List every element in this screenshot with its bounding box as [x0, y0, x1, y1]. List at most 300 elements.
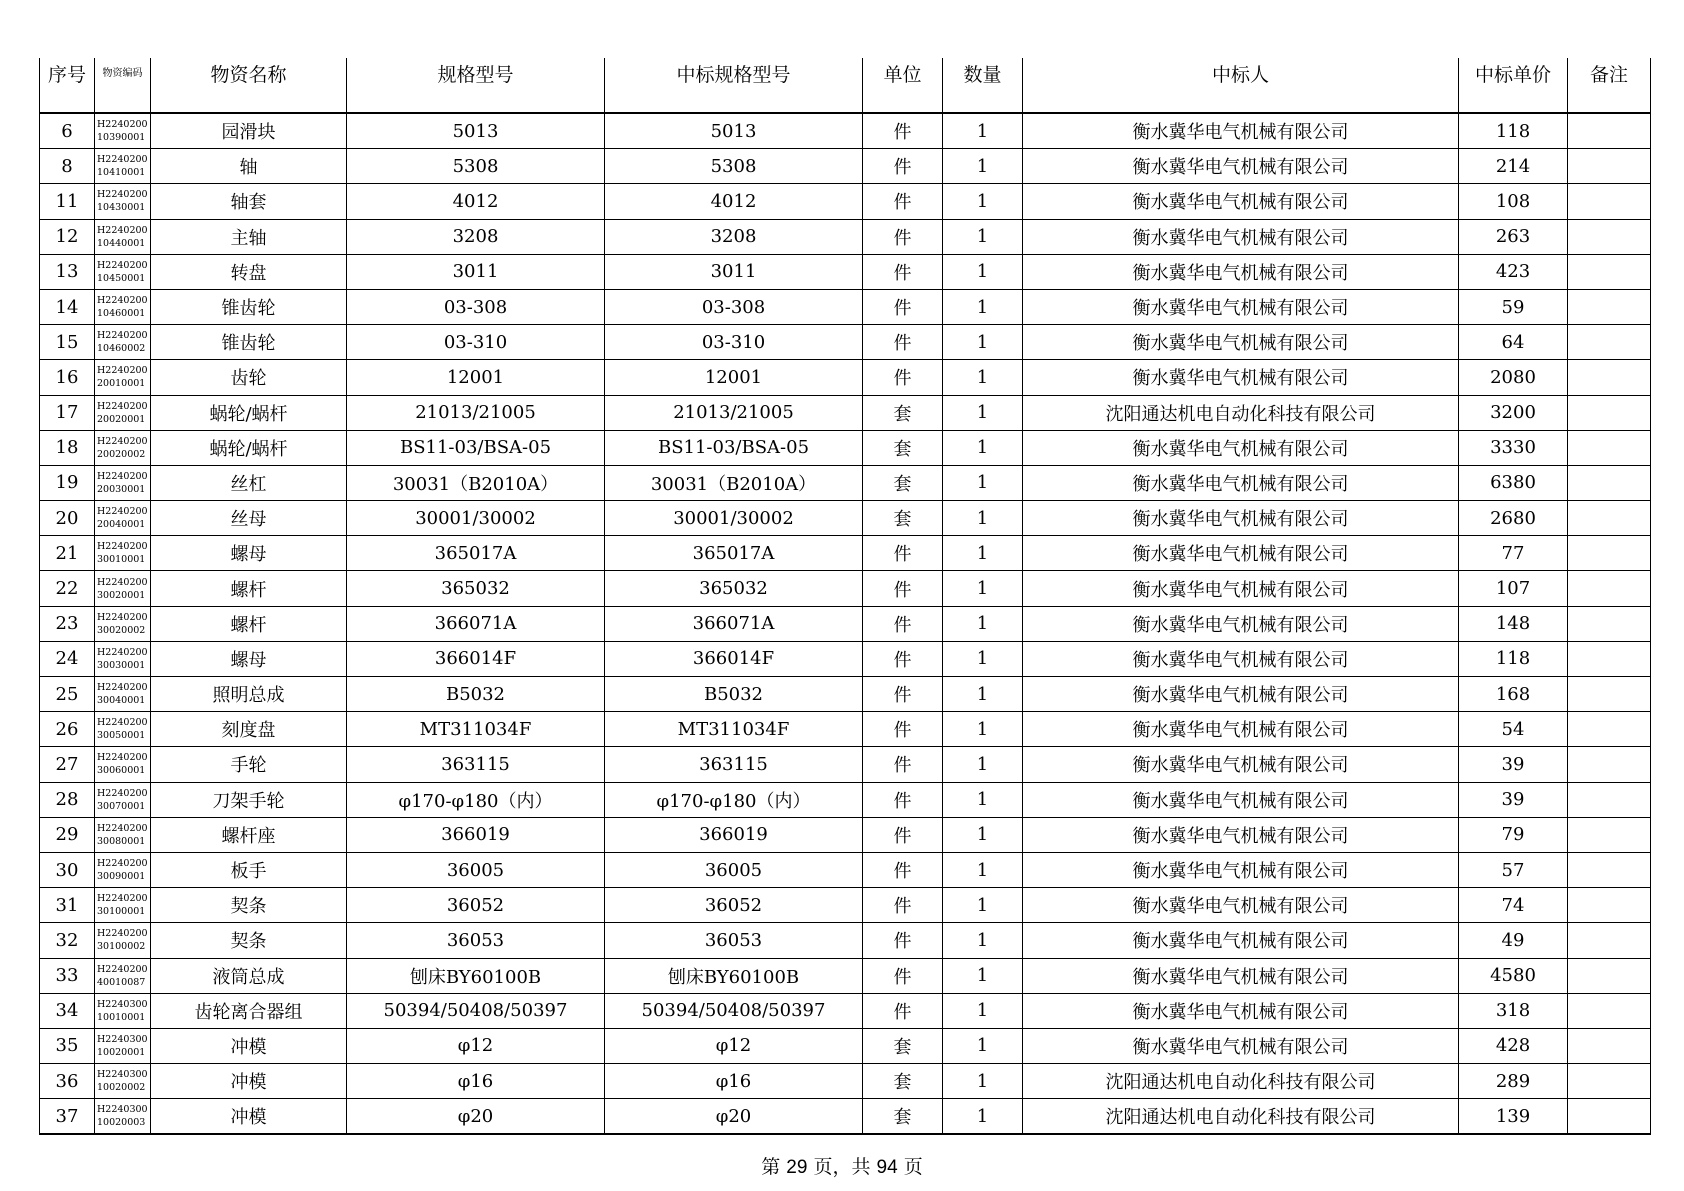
cell-price: 2080	[1459, 360, 1568, 395]
cell-qty: 1	[943, 641, 1023, 676]
cell-price: 139	[1459, 1099, 1568, 1135]
award-table	[39, 58, 1651, 1135]
cell-qty: 1	[943, 536, 1023, 571]
cell-note	[1568, 325, 1651, 360]
cell-winner: 衡水冀华电气机械有限公司	[1023, 360, 1459, 395]
table-row	[40, 360, 1651, 395]
cell-unit: 件	[863, 782, 943, 817]
cell-spec: 366071A	[347, 606, 605, 641]
cell-price: 4580	[1459, 958, 1568, 993]
cell-spec: 366019	[347, 817, 605, 852]
cell-code-line: H2240200	[97, 893, 148, 905]
cell-bid-spec: B5032	[605, 677, 863, 712]
cell-name: 螺母	[151, 536, 347, 571]
table-row	[40, 958, 1651, 993]
cell-code-line: H2240200	[97, 119, 148, 131]
cell-note	[1568, 782, 1651, 817]
table-row	[40, 712, 1651, 747]
cell-code-line: 30080001	[97, 835, 146, 847]
cell-unit: 件	[863, 747, 943, 782]
cell-winner: 衡水冀华电气机械有限公司	[1023, 254, 1459, 289]
table-row	[40, 1028, 1651, 1063]
cell-code	[95, 219, 151, 254]
cell-spec: 365017A	[347, 536, 605, 571]
cell-code	[95, 395, 151, 430]
header-name: 物资名称	[151, 58, 347, 113]
cell-code-line: 30040001	[97, 695, 146, 707]
table-row	[40, 817, 1651, 852]
cell-code-line: H2240200	[97, 506, 148, 518]
cell-unit: 件	[863, 993, 943, 1028]
cell-price: 49	[1459, 923, 1568, 958]
footer-page-number: 29	[786, 1157, 808, 1178]
cell-seq: 22	[40, 571, 95, 606]
cell-code-line: H2240200	[97, 682, 148, 694]
cell-name: 液筒总成	[151, 958, 347, 993]
cell-seq: 13	[40, 254, 95, 289]
cell-qty: 1	[943, 430, 1023, 465]
cell-winner: 沈阳通达机电自动化科技有限公司	[1023, 1064, 1459, 1099]
footer-total-pages: 94	[876, 1157, 898, 1178]
cell-code	[95, 641, 151, 676]
cell-winner: 衡水冀华电气机械有限公司	[1023, 958, 1459, 993]
cell-unit: 件	[863, 113, 943, 149]
table-row	[40, 571, 1651, 606]
cell-seq: 28	[40, 782, 95, 817]
cell-bid-spec: 363115	[605, 747, 863, 782]
cell-qty: 1	[943, 289, 1023, 324]
cell-code-line: 30050001	[97, 730, 146, 742]
cell-price: 77	[1459, 536, 1568, 571]
cell-winner: 衡水冀华电气机械有限公司	[1023, 641, 1459, 676]
cell-name: 螺杆	[151, 571, 347, 606]
cell-code	[95, 536, 151, 571]
cell-qty: 1	[943, 747, 1023, 782]
cell-seq: 11	[40, 184, 95, 219]
cell-name: 园滑块	[151, 113, 347, 149]
cell-bid-spec: BS11-03/BSA-05	[605, 430, 863, 465]
cell-note	[1568, 254, 1651, 289]
cell-code	[95, 113, 151, 149]
cell-price: 289	[1459, 1064, 1568, 1099]
cell-qty: 1	[943, 219, 1023, 254]
cell-code-line: 10020003	[97, 1117, 146, 1129]
cell-code	[95, 817, 151, 852]
cell-winner: 衡水冀华电气机械有限公司	[1023, 677, 1459, 712]
cell-unit: 件	[863, 641, 943, 676]
cell-unit: 套	[863, 501, 943, 536]
table-row	[40, 219, 1651, 254]
cell-spec: 21013/21005	[347, 395, 605, 430]
cell-code-line: 20010001	[97, 378, 146, 390]
table-row	[40, 536, 1651, 571]
cell-spec: 30001/30002	[347, 501, 605, 536]
cell-code	[95, 888, 151, 923]
cell-unit: 件	[863, 852, 943, 887]
cell-spec: 366014F	[347, 641, 605, 676]
cell-bid-spec: 366071A	[605, 606, 863, 641]
cell-code-line: H2240300	[97, 1033, 148, 1045]
cell-code-line: 30100001	[97, 906, 146, 918]
table-row	[40, 852, 1651, 887]
cell-note	[1568, 606, 1651, 641]
cell-note	[1568, 536, 1651, 571]
cell-code	[95, 430, 151, 465]
cell-spec: 36005	[347, 852, 605, 887]
cell-price: 54	[1459, 712, 1568, 747]
cell-code	[95, 782, 151, 817]
cell-code	[95, 606, 151, 641]
cell-price: 57	[1459, 852, 1568, 887]
cell-winner: 沈阳通达机电自动化科技有限公司	[1023, 395, 1459, 430]
header-bid-spec: 中标规格型号	[605, 58, 863, 113]
cell-seq: 24	[40, 641, 95, 676]
cell-price: 64	[1459, 325, 1568, 360]
table-row	[40, 641, 1651, 676]
cell-code	[95, 289, 151, 324]
cell-note	[1568, 1064, 1651, 1099]
table-row	[40, 113, 1651, 149]
cell-code-line: 20020001	[97, 413, 146, 425]
cell-note	[1568, 712, 1651, 747]
cell-seq: 15	[40, 325, 95, 360]
cell-seq: 6	[40, 113, 95, 149]
cell-bid-spec: 5308	[605, 149, 863, 184]
cell-code-line: 30090001	[97, 871, 146, 883]
cell-spec: BS11-03/BSA-05	[347, 430, 605, 465]
cell-bid-spec: 365017A	[605, 536, 863, 571]
cell-qty: 1	[943, 254, 1023, 289]
cell-note	[1568, 1028, 1651, 1063]
cell-code-line: 10430001	[97, 202, 146, 214]
cell-code-line: 10460001	[97, 308, 146, 320]
cell-price: 79	[1459, 817, 1568, 852]
cell-code-line: 40010087	[97, 976, 146, 988]
cell-code-line: H2240200	[97, 717, 148, 729]
cell-bid-spec: 12001	[605, 360, 863, 395]
cell-qty: 1	[943, 184, 1023, 219]
cell-note	[1568, 219, 1651, 254]
cell-winner: 衡水冀华电气机械有限公司	[1023, 289, 1459, 324]
cell-note	[1568, 747, 1651, 782]
cell-seq: 33	[40, 958, 95, 993]
cell-code-line: 30070001	[97, 800, 146, 812]
header-seq: 序号	[40, 58, 95, 113]
cell-seq: 27	[40, 747, 95, 782]
cell-code-line: 10390001	[97, 132, 146, 144]
cell-name: 锥齿轮	[151, 325, 347, 360]
cell-note	[1568, 395, 1651, 430]
cell-unit: 件	[863, 289, 943, 324]
cell-qty: 1	[943, 1064, 1023, 1099]
cell-note	[1568, 923, 1651, 958]
table-row	[40, 606, 1651, 641]
cell-seq: 31	[40, 888, 95, 923]
cell-bid-spec: φ170-φ180（内）	[605, 782, 863, 817]
table-row	[40, 325, 1651, 360]
cell-winner: 沈阳通达机电自动化科技有限公司	[1023, 1099, 1459, 1135]
cell-spec: φ20	[347, 1099, 605, 1135]
table-row	[40, 923, 1651, 958]
cell-winner: 衡水冀华电气机械有限公司	[1023, 465, 1459, 500]
cell-qty: 1	[943, 923, 1023, 958]
cell-price: 6380	[1459, 465, 1568, 500]
cell-bid-spec: 36052	[605, 888, 863, 923]
cell-seq: 30	[40, 852, 95, 887]
cell-price: 74	[1459, 888, 1568, 923]
cell-qty: 1	[943, 712, 1023, 747]
cell-unit: 套	[863, 465, 943, 500]
cell-unit: 套	[863, 430, 943, 465]
cell-note	[1568, 501, 1651, 536]
table-row	[40, 254, 1651, 289]
cell-unit: 件	[863, 536, 943, 571]
cell-code-line: H2240200	[97, 646, 148, 658]
cell-spec: 30031（B2010A）	[347, 465, 605, 500]
cell-qty: 1	[943, 501, 1023, 536]
cell-price: 118	[1459, 113, 1568, 149]
cell-code-line: 30020001	[97, 589, 146, 601]
cell-unit: 件	[863, 817, 943, 852]
cell-code-line: 30030001	[97, 659, 146, 671]
cell-bid-spec: MT311034F	[605, 712, 863, 747]
table-row	[40, 888, 1651, 923]
cell-bid-spec: 30001/30002	[605, 501, 863, 536]
table-row	[40, 782, 1651, 817]
cell-code	[95, 958, 151, 993]
header-price: 中标单价	[1459, 58, 1568, 113]
cell-seq: 16	[40, 360, 95, 395]
cell-bid-spec: 366019	[605, 817, 863, 852]
cell-qty: 1	[943, 1099, 1023, 1135]
cell-code-line: 10020001	[97, 1046, 146, 1058]
cell-bid-spec: φ20	[605, 1099, 863, 1135]
cell-code-line: H2240200	[97, 400, 148, 412]
cell-spec: 3011	[347, 254, 605, 289]
cell-name: 板手	[151, 852, 347, 887]
cell-price: 118	[1459, 641, 1568, 676]
cell-code-line: 10010001	[97, 1011, 146, 1023]
cell-bid-spec: 03-310	[605, 325, 863, 360]
cell-name: 刀架手轮	[151, 782, 347, 817]
cell-seq: 35	[40, 1028, 95, 1063]
cell-code-line: 10020002	[97, 1082, 146, 1094]
cell-code-line: H2240200	[97, 928, 148, 940]
cell-note	[1568, 677, 1651, 712]
cell-unit: 件	[863, 254, 943, 289]
cell-name: 转盘	[151, 254, 347, 289]
table-row	[40, 430, 1651, 465]
table-row	[40, 149, 1651, 184]
cell-seq: 12	[40, 219, 95, 254]
cell-seq: 19	[40, 465, 95, 500]
cell-seq: 21	[40, 536, 95, 571]
cell-unit: 件	[863, 712, 943, 747]
cell-code-line: 20020002	[97, 448, 146, 460]
cell-code	[95, 571, 151, 606]
cell-winner: 衡水冀华电气机械有限公司	[1023, 888, 1459, 923]
cell-note	[1568, 993, 1651, 1028]
cell-price: 263	[1459, 219, 1568, 254]
cell-code	[95, 1064, 151, 1099]
footer-prefix: 第	[761, 1156, 781, 1178]
cell-code-line: H2240200	[97, 154, 148, 166]
cell-winner: 衡水冀华电气机械有限公司	[1023, 219, 1459, 254]
cell-price: 318	[1459, 993, 1568, 1028]
cell-code-line: H2240200	[97, 822, 148, 834]
cell-code-line: H2240200	[97, 470, 148, 482]
cell-code	[95, 254, 151, 289]
cell-name: 齿轮	[151, 360, 347, 395]
cell-note	[1568, 958, 1651, 993]
table-row	[40, 747, 1651, 782]
cell-price: 108	[1459, 184, 1568, 219]
cell-name: 刻度盘	[151, 712, 347, 747]
cell-code-line: H2240200	[97, 330, 148, 342]
cell-note	[1568, 149, 1651, 184]
cell-unit: 件	[863, 958, 943, 993]
page-footer	[0, 1152, 1684, 1179]
cell-qty: 1	[943, 606, 1023, 641]
cell-qty: 1	[943, 149, 1023, 184]
cell-unit: 件	[863, 606, 943, 641]
cell-unit: 件	[863, 677, 943, 712]
cell-unit: 套	[863, 395, 943, 430]
cell-seq: 34	[40, 993, 95, 1028]
cell-code	[95, 712, 151, 747]
cell-qty: 1	[943, 993, 1023, 1028]
cell-price: 214	[1459, 149, 1568, 184]
cell-code	[95, 360, 151, 395]
header-code: 物资编码	[95, 58, 151, 113]
cell-bid-spec: 366014F	[605, 641, 863, 676]
cell-bid-spec: φ12	[605, 1028, 863, 1063]
cell-code	[95, 1028, 151, 1063]
cell-name: 螺杆	[151, 606, 347, 641]
cell-name: 契条	[151, 923, 347, 958]
cell-bid-spec: 50394/50408/50397	[605, 993, 863, 1028]
cell-winner: 衡水冀华电气机械有限公司	[1023, 782, 1459, 817]
cell-price: 39	[1459, 747, 1568, 782]
cell-code	[95, 747, 151, 782]
cell-code-line: 30020002	[97, 624, 146, 636]
cell-code-line: 30100002	[97, 941, 146, 953]
cell-winner: 衡水冀华电气机械有限公司	[1023, 747, 1459, 782]
cell-price: 107	[1459, 571, 1568, 606]
cell-price: 148	[1459, 606, 1568, 641]
cell-qty: 1	[943, 958, 1023, 993]
table-body	[40, 113, 1651, 1134]
cell-spec: 3208	[347, 219, 605, 254]
cell-name: 冲模	[151, 1028, 347, 1063]
cell-spec: φ12	[347, 1028, 605, 1063]
cell-code	[95, 465, 151, 500]
cell-name: 蜗轮/蜗杆	[151, 395, 347, 430]
cell-qty: 1	[943, 677, 1023, 712]
cell-name: 契条	[151, 888, 347, 923]
cell-name: 主轴	[151, 219, 347, 254]
cell-code	[95, 677, 151, 712]
cell-spec: φ170-φ180（内）	[347, 782, 605, 817]
cell-code-line: 30010001	[97, 554, 146, 566]
cell-code-line: H2240200	[97, 752, 148, 764]
cell-price: 423	[1459, 254, 1568, 289]
cell-bid-spec: 3208	[605, 219, 863, 254]
cell-winner: 衡水冀华电气机械有限公司	[1023, 430, 1459, 465]
cell-winner: 衡水冀华电气机械有限公司	[1023, 113, 1459, 149]
cell-price: 3330	[1459, 430, 1568, 465]
cell-code	[95, 852, 151, 887]
cell-code-line: H2240200	[97, 224, 148, 236]
cell-code-line: H2240200	[97, 611, 148, 623]
cell-spec: 03-308	[347, 289, 605, 324]
cell-price: 39	[1459, 782, 1568, 817]
cell-unit: 件	[863, 149, 943, 184]
cell-code-line: H2240200	[97, 259, 148, 271]
award-table-sheet	[39, 58, 1650, 1135]
cell-code-line: H2240200	[97, 541, 148, 553]
cell-qty: 1	[943, 360, 1023, 395]
cell-unit: 件	[863, 219, 943, 254]
cell-code-line: 10440001	[97, 237, 146, 249]
cell-bid-spec: 3011	[605, 254, 863, 289]
cell-seq: 32	[40, 923, 95, 958]
table-row	[40, 184, 1651, 219]
cell-seq: 26	[40, 712, 95, 747]
cell-code-line: H2240300	[97, 1104, 148, 1116]
cell-seq: 25	[40, 677, 95, 712]
cell-seq: 17	[40, 395, 95, 430]
cell-price: 3200	[1459, 395, 1568, 430]
cell-name: 螺杆座	[151, 817, 347, 852]
cell-unit: 件	[863, 360, 943, 395]
cell-code-line: H2240200	[97, 189, 148, 201]
cell-name: 冲模	[151, 1099, 347, 1135]
table-row	[40, 993, 1651, 1028]
cell-bid-spec: φ16	[605, 1064, 863, 1099]
cell-note	[1568, 289, 1651, 324]
cell-bid-spec: 刨床BY60100B	[605, 958, 863, 993]
cell-note	[1568, 360, 1651, 395]
cell-code	[95, 1099, 151, 1135]
header-qty: 数量	[943, 58, 1023, 113]
cell-name: 锥齿轮	[151, 289, 347, 324]
cell-name: 丝杠	[151, 465, 347, 500]
cell-code-line: H2240300	[97, 998, 148, 1010]
table-header	[40, 58, 1651, 113]
cell-qty: 1	[943, 782, 1023, 817]
cell-spec: MT311034F	[347, 712, 605, 747]
cell-code-line: 30060001	[97, 765, 146, 777]
cell-bid-spec: 5013	[605, 113, 863, 149]
cell-winner: 衡水冀华电气机械有限公司	[1023, 325, 1459, 360]
cell-code-line: 10460002	[97, 343, 146, 355]
cell-qty: 1	[943, 325, 1023, 360]
cell-name: 齿轮离合器组	[151, 993, 347, 1028]
cell-spec: 36052	[347, 888, 605, 923]
cell-winner: 衡水冀华电气机械有限公司	[1023, 149, 1459, 184]
cell-unit: 套	[863, 1028, 943, 1063]
cell-note	[1568, 465, 1651, 500]
cell-code-line: 10410001	[97, 167, 146, 179]
cell-code	[95, 184, 151, 219]
cell-bid-spec: 21013/21005	[605, 395, 863, 430]
cell-code	[95, 149, 151, 184]
cell-winner: 衡水冀华电气机械有限公司	[1023, 817, 1459, 852]
cell-unit: 套	[863, 1064, 943, 1099]
cell-seq: 14	[40, 289, 95, 324]
cell-code-line: H2240200	[97, 963, 148, 975]
